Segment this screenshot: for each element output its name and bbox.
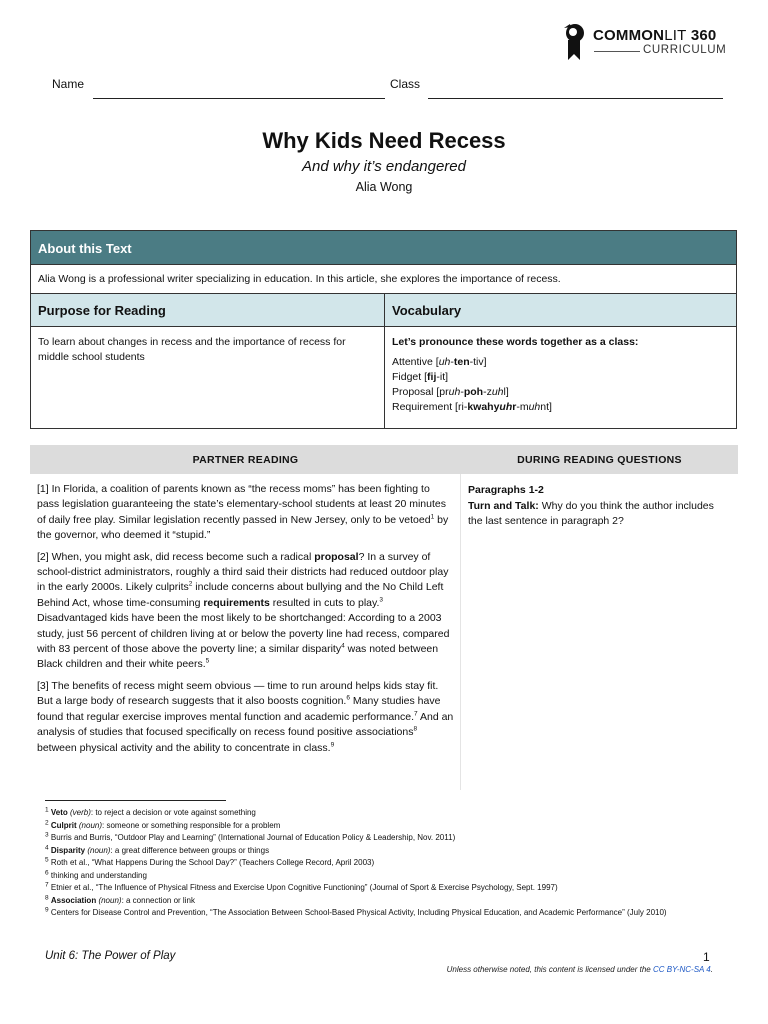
vocab-word: Proposal [pruh-poh-zuhl]: [392, 386, 509, 398]
logo-tagline: CURRICULUM: [643, 44, 727, 56]
purpose-heading: Purpose for Reading: [31, 294, 384, 327]
about-heading: About this Text: [31, 231, 736, 265]
text-info-table: [30, 230, 737, 429]
questions-heading: DURING READING QUESTIONS: [517, 453, 682, 466]
commonlit-logo: [561, 22, 731, 62]
paragraph-1: [1] In Florida, a coalition of parents known as “the recess moms” has been fighting to pass legislation guaranteeing the state’s elementary-school students at least 20 minutes of daily free play. Similar legislation recently passed in New Jersey, only to be vetoed$^1$ by the governor, who deemed it “stupid.”: [37, 483, 449, 542]
paragraph-2: [2] When, you might ask, did recess become such a radical proposal? In a survey of school-district administrators, roughly a third said their districts had reduced outdoor play in the early 2000s. Likely culprits$^2$ include concerns about bullying and the No Child Left Behind Act, whose time-consuming requirements resulted in cuts to play.$^3$ Disadvantaged kids have been the most likely to be shortchanged: According to a 2003 study, just 56 percent of children living at or below the poverty line had recess, compared with 83 percent of those above the poverty line; a similar disparity$^4$ was noted between Black children and their white peers.$^5$: [37, 550, 450, 671]
class-label: Class: [390, 77, 421, 91]
reading-header-row: [30, 445, 738, 474]
question-prompt: Turn and Talk: Why do you think the author includes the last sentence in paragraph 2?: [468, 499, 714, 527]
class-line[interactable]: [428, 98, 723, 99]
footnote-item: $^1$ Veto (verb): to reject a decision or vote against something: [45, 806, 256, 817]
reading-body-row: [30, 474, 738, 790]
footnote-item: $^8$ Association (noun): a connection or link: [45, 893, 195, 905]
vocabulary-intro: Let’s pronounce these words together as a class:: [392, 336, 639, 348]
footnote-item: $^5$ Roth et al., “What Happens During the School Day?” (Teachers College Record, April 2003): [45, 856, 375, 867]
name-line[interactable]: [93, 98, 385, 99]
footnote-item: $^2$ Culprit (noun): someone or something responsible for a problem: [45, 818, 281, 830]
about-body: Alia Wong is a professional writer specializing in education. In this article, she explores the importance of recess.: [31, 265, 736, 294]
page-number: 1: [703, 950, 710, 964]
footnote-item: $^7$ Etnier et al., “The Influence of Physical Fitness and Exercise Upon Cognitive Functioning” (Journal of Sport & Exercise Psychology, Sept. 1997): [45, 881, 558, 892]
footnote-item: $^4$ Disparity (noun): a great difference between groups or things: [45, 843, 270, 855]
vocab-word: Requirement [ri-kwahyuhr-muhnt]: [392, 401, 552, 413]
reading-text: [30, 474, 461, 790]
footnote-item: $^3$ Burris and Burris, “Outdoor Play and Learning” (International Journal of Education Policy & Leadership, Nov. 2011): [45, 831, 456, 842]
purpose-body: To learn about changes in recess and the importance of recess for middle school students: [38, 336, 346, 363]
logo-wordmark: COMMONLIT 360: [593, 27, 717, 44]
partner-reading-heading: PARTNER READING: [192, 453, 299, 466]
purpose-vocab-row: [31, 294, 736, 428]
unit-label: Unit 6: The Power of Play: [45, 950, 176, 962]
vocab-word: Fidget [fij-it]: [392, 371, 449, 383]
paragraph-3: [3] The benefits of recess might seem obvious — time to run around helps kids stay fit. But a large body of research suggests that it also boosts cognition.$^6$ Many studies have found that regular exercise improves mental function and academic performance.$^7$ And an analysis of studies that focused specifically on recess found positive associations$^8$ between physical activity and the ability to concentrate in class.$^9$: [37, 679, 454, 754]
footnote-item: $^9$ Centers for Disease Control and Prevention, “The Association Between School-Based Physical Activity, Including Physical Education, and Academic Performance” (July 2010): [45, 906, 667, 917]
logo-divider: [594, 51, 640, 52]
license-notice: Unless otherwise noted, this content is licensed under the CC BY-NC-SA 4.: [446, 965, 713, 974]
page-title: Why Kids Need Recess: [262, 128, 506, 153]
author-name: Alia Wong: [355, 180, 413, 194]
commonlit-flag-icon: [561, 22, 591, 62]
partner-reading-section: [30, 445, 738, 790]
footnote-divider: [45, 800, 226, 801]
name-label: Name: [52, 77, 85, 91]
question-paragraph-label: Paragraphs 1-2: [468, 484, 544, 496]
reading-questions: [461, 474, 738, 790]
purpose-column: [31, 294, 385, 428]
vocabulary-body: [385, 327, 736, 428]
footnotes-list: [45, 807, 725, 920]
footnote-item: $^6$ thinking and understanding: [45, 868, 147, 880]
vocabulary-heading: Vocabulary: [385, 294, 736, 327]
vocabulary-column: [385, 294, 736, 428]
page-subtitle: And why it’s endangered: [301, 158, 466, 175]
license-link[interactable]: CC BY-NC-SA 4: [652, 965, 711, 974]
vocab-word: Attentive [uh-ten-tiv]: [392, 356, 487, 368]
